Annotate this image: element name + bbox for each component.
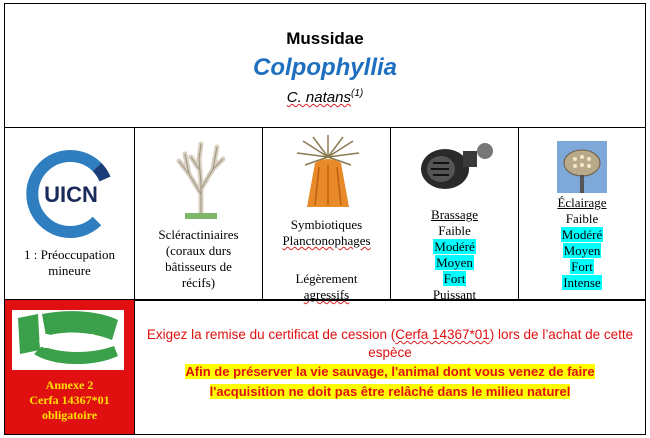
coral-type-line4: récifs) (181, 275, 216, 290)
flow-level (391, 223, 518, 239)
certificate-notice-cerfa: Cerfa 14367*01 (395, 327, 490, 342)
coral-type-line2: (coraux durs (165, 243, 232, 258)
purchase-notice (135, 300, 645, 434)
anemone-polyp-icon (293, 135, 363, 210)
cites-requirements (5, 378, 134, 423)
regulation-section (5, 300, 645, 434)
feeding-line1: Symbiotiques (290, 217, 363, 232)
cites-panel (5, 300, 135, 434)
uicn-logo (25, 149, 115, 239)
cites-logo-graphic (12, 310, 124, 370)
certificate-notice (145, 326, 635, 362)
cites-mandatory: obligatoire (41, 408, 98, 422)
light-level-label: Faible (565, 211, 599, 226)
cites-logo (12, 310, 124, 370)
species-sheet (4, 3, 646, 435)
species-footnote: (1) (350, 88, 364, 99)
genus-name: Colpophyllia (253, 54, 397, 81)
aggressiveness-line2-text: agressifs (303, 287, 350, 302)
circulation-pump-icon (415, 137, 495, 192)
light-level (519, 243, 645, 259)
light-level (519, 211, 645, 227)
feeding-line2 (263, 233, 390, 249)
flow-level-label: Fort (443, 271, 466, 286)
species-text: C. natans (286, 89, 351, 106)
feeding-cell (263, 127, 391, 302)
aquarium-light-icon (557, 141, 607, 193)
light-level-label: Intense (563, 275, 601, 290)
light-level (519, 227, 645, 243)
cites-cerfa: Cerfa 14367*01 (29, 393, 110, 407)
light-title: Éclairage (557, 195, 607, 210)
feeding-line2-text: Planctonophages (282, 233, 371, 248)
flow-level-label: Moyen (436, 255, 473, 270)
light-level (519, 275, 645, 291)
flow-level-label: Puissant (432, 287, 477, 302)
uicn-logo-text: UICN (44, 182, 98, 207)
coral-type-line3: bâtisseurs de (165, 259, 232, 274)
certificate-notice-a: Exigez la remise du certificat de cession ( (146, 327, 396, 342)
family-name: Mussidae (286, 29, 364, 48)
branching-coral-icon (171, 139, 231, 219)
release-warning-line2: l'acquisition ne doit pas être relâché dans le milieu naturel (209, 384, 571, 399)
conservation-status-cell (5, 127, 135, 299)
light-level (519, 259, 645, 275)
water-flow-cell (391, 127, 519, 302)
release-warning-line1: Afin de préserver la vie sauvage, l'animal dont vous venez de faire (185, 364, 595, 379)
coral-type-cell (135, 127, 263, 299)
status-label: 1 : Préoccupation mineure (24, 247, 115, 278)
flow-level (391, 271, 518, 287)
coral-type-line1: Scléractiniaires (158, 227, 239, 242)
flow-title: Brassage (431, 207, 478, 222)
flow-level-label: Modéré (434, 239, 475, 254)
characteristics-row (5, 127, 645, 301)
light-level-label: Modéré (561, 227, 603, 242)
certificate-notice-b: ) lors de l’achat de cette espèce (368, 327, 634, 360)
cites-annex: Annexe 2 (45, 378, 94, 392)
flow-level (391, 255, 518, 271)
flow-level (391, 239, 518, 255)
taxonomy-header (5, 4, 645, 128)
light-level-label: Fort (571, 259, 593, 274)
aggressiveness-line1: Légèrement (295, 271, 358, 286)
species-name (5, 88, 645, 106)
cites-logo-text: CITES (38, 331, 98, 353)
release-warning (145, 362, 635, 402)
lighting-cell (519, 127, 645, 299)
light-level-label: Moyen (563, 243, 601, 258)
flow-level-label: Faible (438, 223, 471, 238)
